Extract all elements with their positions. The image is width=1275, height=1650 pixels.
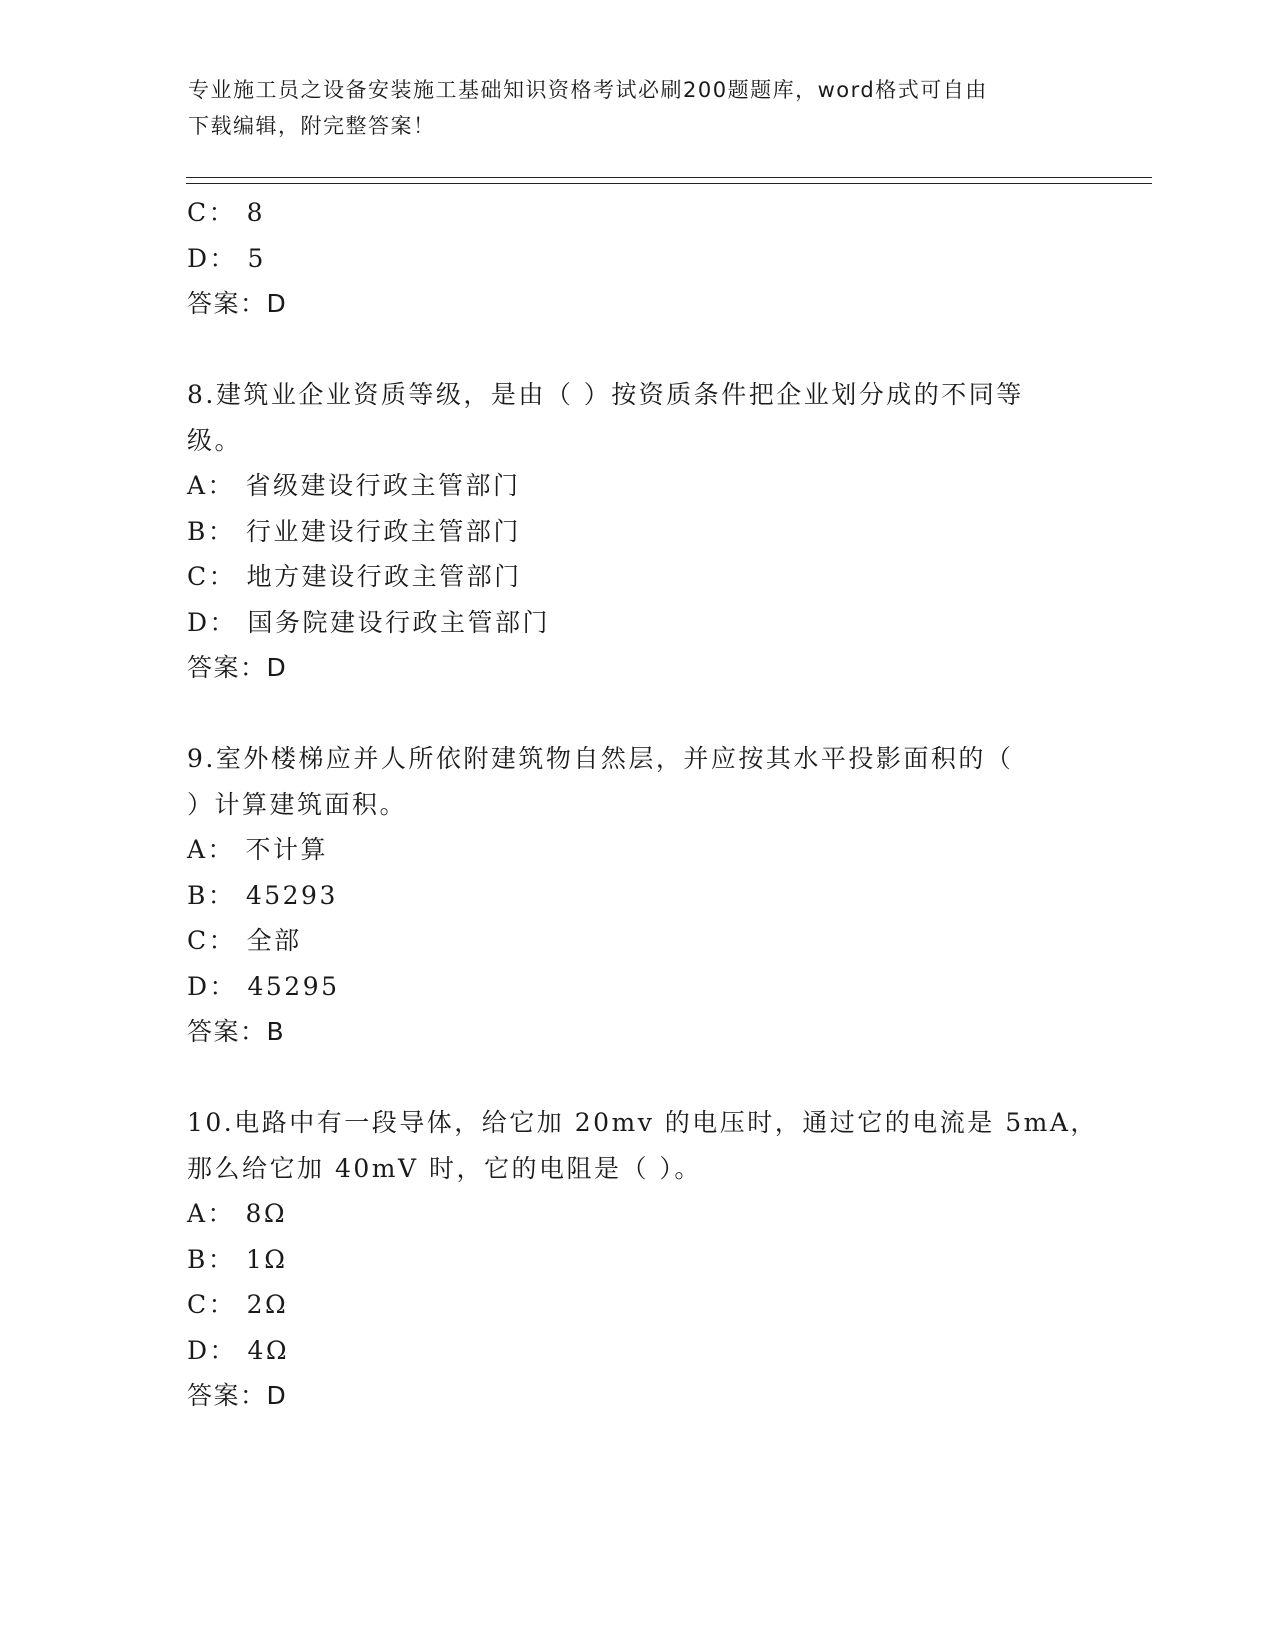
question-10-option-a: A： 8Ω [187, 1199, 288, 1228]
question-9-option-d: D： 45295 [187, 971, 340, 1001]
option-c: C： 8 [187, 198, 265, 227]
question-9-answer: 答案：B [187, 1017, 286, 1046]
header-rule-bottom [186, 183, 1152, 184]
spacer [187, 691, 1087, 737]
answer-line: 答案：D [187, 289, 288, 318]
question-9-text-line-1: 9.室外楼梯应并人所依附建筑物自然层，并应按其水平投影面积的（ [187, 744, 1014, 773]
question-10-option-c: C： 2Ω [187, 1290, 289, 1319]
header-line-2: 下载编辑，附完整答案！ [188, 114, 436, 138]
question-9-text-line-2: ）计算建筑面积。 [187, 789, 408, 819]
question-8-answer: 答案：D [187, 653, 288, 682]
question-10-text-line-1: 10.电路中有一段导体，给它加 20mv 的电压时，通过它的电流是 5mA， [187, 1108, 1098, 1137]
document-body [187, 190, 1098, 1419]
question-9-option-a: A： 不计算 [187, 835, 329, 864]
question-8-option-a: A： 省级建设行政主管部门 [187, 471, 521, 500]
question-8-option-b: B： 行业建设行政主管部门 [187, 516, 521, 546]
question-8-option-c: C： 地方建设行政主管部门 [187, 562, 522, 591]
question-10-text-line-2: 那么给它加 40mV 时，它的电阻是（ ）。 [187, 1153, 702, 1183]
question-8-text-line-1: 8.建筑业企业资质等级，是由（ ）按资质条件把企业划分成的不同等 [187, 380, 1024, 409]
header-line-1: 专业施工员之设备安装施工基础知识资格考试必刷200题题库，word格式可自由 [188, 78, 988, 102]
question-8-option-d: D： 国务院建设行政主管部门 [187, 607, 550, 637]
spacer [187, 1055, 1087, 1101]
question-10-option-b: B： 1Ω [187, 1244, 288, 1274]
question-9-option-c: C： 全部 [187, 926, 302, 955]
question-8-text-line-2: 级。 [187, 425, 243, 455]
question-10-answer: 答案：D [187, 1381, 288, 1410]
question-10-option-d: D： 4Ω [187, 1335, 290, 1365]
header-rule-top [186, 177, 1152, 178]
question-9-option-b: B： 45293 [187, 880, 338, 910]
spacer [187, 327, 1087, 373]
document-header [188, 72, 1068, 144]
option-d: D： 5 [187, 243, 266, 273]
